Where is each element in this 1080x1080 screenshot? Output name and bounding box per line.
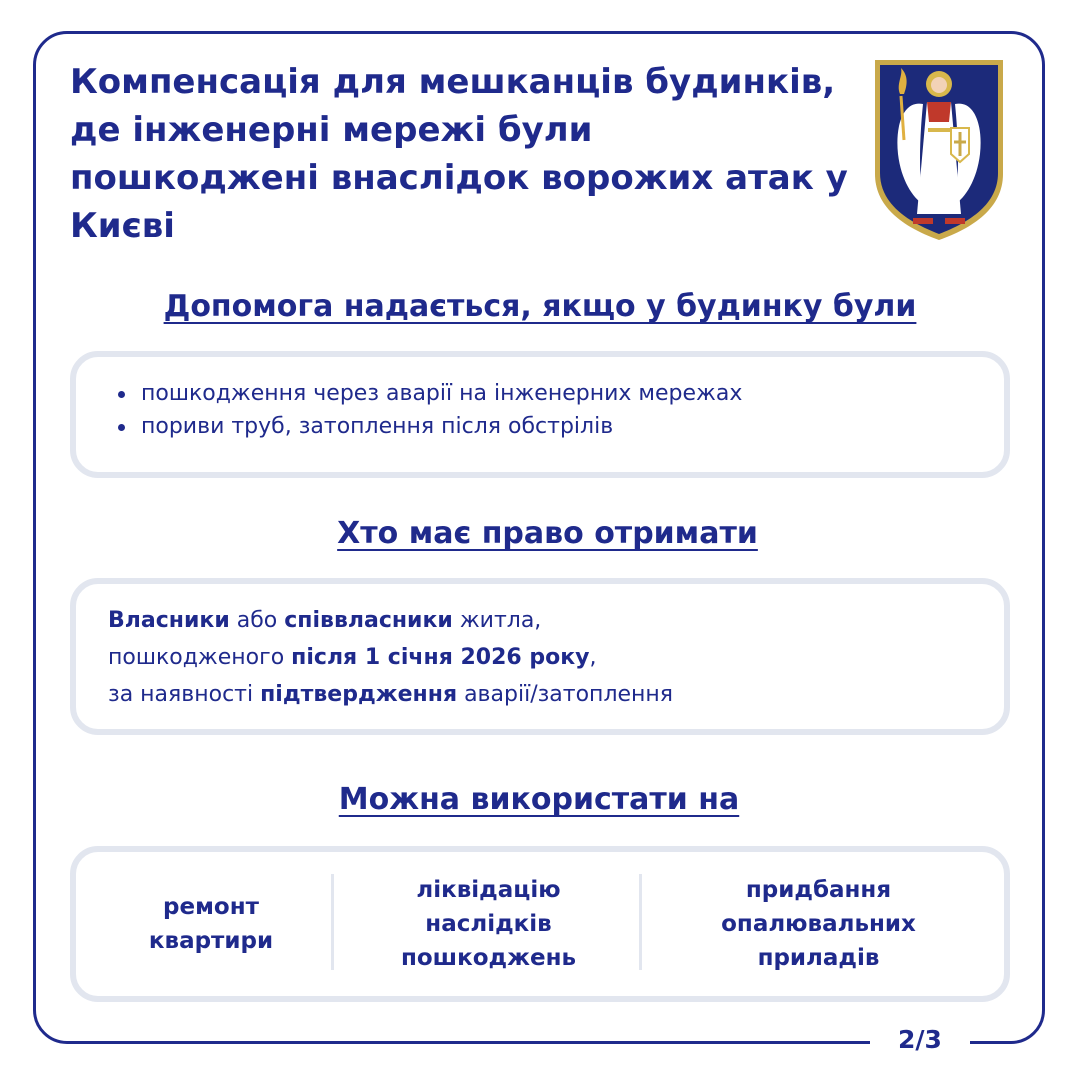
eligibility-line-3 — [108, 676, 673, 713]
kyiv-coat-of-arms-icon — [871, 56, 1007, 244]
list-item — [116, 377, 742, 410]
eligibility-heading: Хто має право отримати — [337, 516, 758, 551]
page-title: Компенсація для мешканців будинків, де інженерні мережі були пошкоджені внаслідок ворожих атак у Києві — [70, 62, 848, 246]
eligibility-line-2 — [108, 639, 673, 676]
eligibility-card — [70, 578, 1010, 735]
usage-option-elimination: ліквідацію наслідків пошкоджень — [400, 877, 577, 971]
usage-option-repair: ремонт квартири — [148, 894, 274, 954]
bullet-icon — [118, 391, 125, 398]
eligibility-text-part: або — [229, 608, 285, 633]
eligibility-text-part: аварії/затоплення — [457, 682, 674, 707]
page-indicator: 2/3 — [898, 1025, 942, 1054]
eligibility-date: після 1 січня 2026 року — [291, 645, 590, 670]
usage-heading: Можна використати на — [338, 782, 740, 817]
eligibility-text-part: пошкодженого — [108, 645, 292, 670]
divider — [639, 874, 642, 970]
list-item-text: пошкодження через аварії на інженерних мережах — [141, 381, 743, 406]
list-item — [116, 410, 742, 443]
eligibility-text — [108, 602, 673, 713]
eligibility-text-part: житла, — [452, 608, 542, 633]
usage-option-heaters: придбання опалювальних приладів — [721, 877, 916, 971]
usage-options — [76, 852, 1004, 996]
usage-card — [70, 846, 1010, 1002]
eligibility-co-owners: співвласники — [284, 608, 453, 633]
eligibility-text-part: за наявності — [108, 682, 261, 707]
help-card — [70, 351, 1010, 478]
help-list — [116, 377, 742, 443]
divider — [331, 874, 334, 970]
eligibility-line-1 — [108, 602, 673, 639]
list-item-text: пориви труб, затоплення після обстрілів — [141, 414, 614, 439]
help-heading: Допомога надається, якщо у будинку були — [163, 289, 917, 324]
eligibility-confirmation: підтвердження — [260, 682, 458, 707]
eligibility-text-part: , — [589, 645, 597, 670]
eligibility-owners: Власники — [108, 608, 230, 633]
bullet-icon — [118, 424, 125, 431]
